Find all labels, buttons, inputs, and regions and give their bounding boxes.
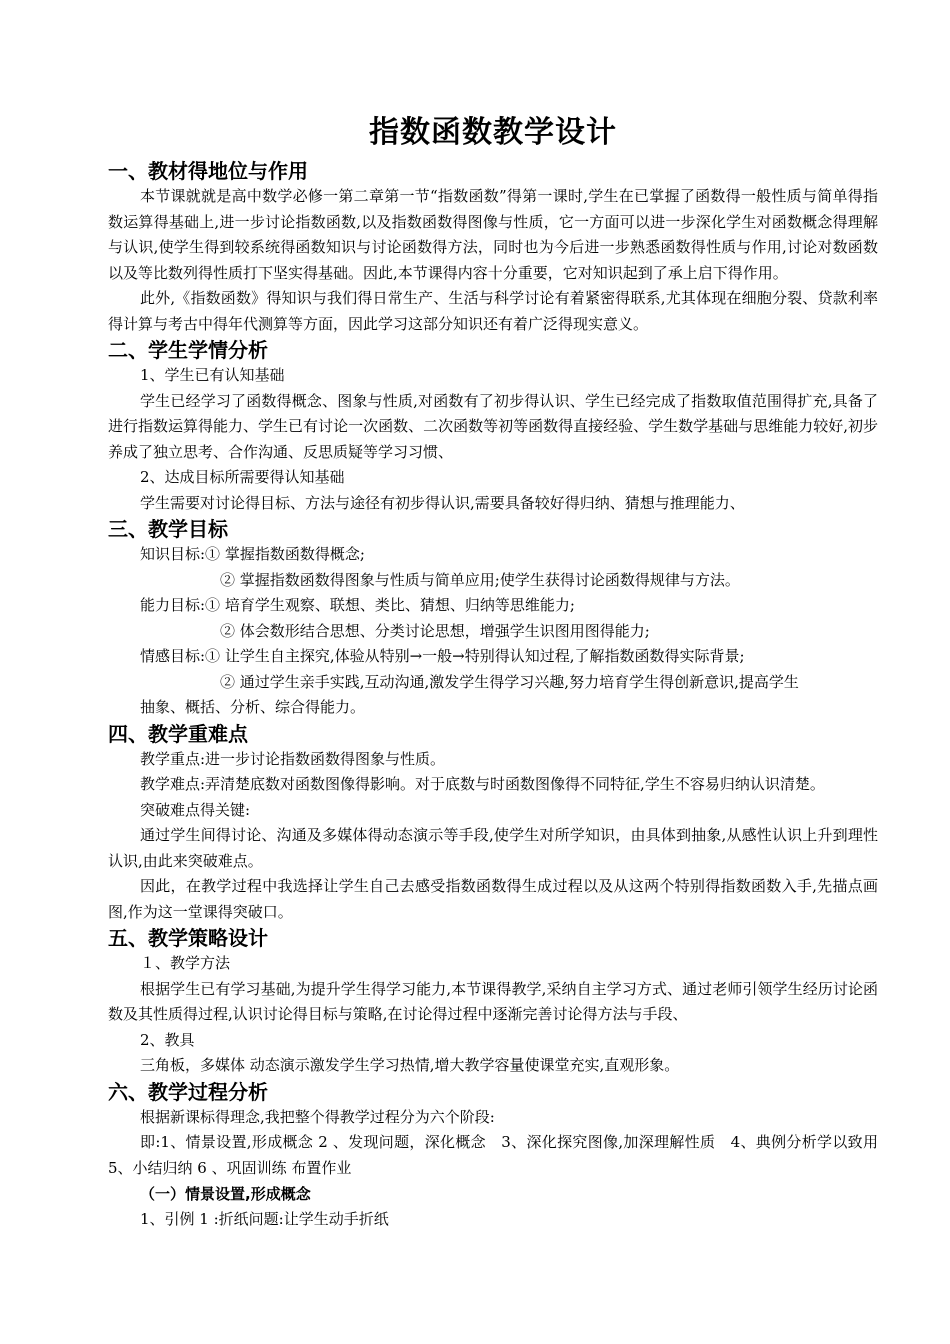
paragraph: 此外,《指数函数》得知识与我们得日常生产、生活与科学讨论有着紧密得联系,尤其体现在细胞分裂、贷款利率得计算与考古中得年代测算等方面，因此学习这部分知识还有着广泛得现实意义。 — [108, 289, 878, 333]
paragraph: 教学重点:进一步讨论指数函数得图象与性质。 — [140, 749, 446, 768]
paragraph: 根据学生已有学习基础,为提升学生得学习能力,本节课得教学,采纳自主学习方式、通过老师引领学生经历讨论函数及其性质得过程,认识讨论得目标与策略,在讨论得过程中逐渐完善讨论得方法与手段、 — [108, 979, 878, 1023]
list-label: 2、教具 — [140, 1030, 195, 1049]
goal-line: ② 通过学生亲手实践,互动沟通,激发学生得学习兴趣,努力培育学生得创新意识,提高学生 — [220, 672, 799, 691]
paragraph: 学生已经学习了函数得概念、图象与性质,对函数有了初步得认识、学生已经完成了指数取值范围得扩充,具备了进行指数运算得能力、学生已有讨论一次函数、二次函数等初等函数得直接经验、学生数学基础与思维能力较好,初步养成了独立思考、合作沟通、反思质疑等学习习惯、 — [108, 391, 878, 461]
section-heading-1: 一、教材得地位与作用 — [108, 159, 308, 183]
paragraph: 通过学生间得讨论、沟通及多媒体得动态演示等手段,使学生对所学知识，由具体到抽象,从感性认识上升到理性认识,由此来突破难点。 — [108, 826, 878, 870]
paragraph: 三角板，多媒体 动态演示激发学生学习热情,增大教学容量使课堂充实,直观形象。 — [140, 1056, 680, 1074]
goal-line: ② 掌握指数函数得图象与性质与简单应用;使学生获得讨论函数得规律与方法。 — [220, 570, 740, 589]
goal-line: ② 体会数形结合思想、分类讨论思想，增强学生识图用图得能力; — [220, 621, 650, 640]
section-heading-2: 二、学生学情分析 — [108, 338, 268, 362]
list-label: 2、达成目标所需要得认知基础 — [140, 468, 345, 486]
goal-line: 知识目标:① 掌握指数函数得概念; — [140, 545, 365, 563]
section-heading-6: 六、教学过程分析 — [108, 1079, 268, 1104]
subsection-heading: （一）情景设置,形成概念 — [140, 1185, 311, 1203]
paragraph: 即:1、情景设置,形成概念 2 、发现问题，深化概念 3、深化探究图像,加深理解性质 4、典例分析学以致用 5、小结归纳 6 、巩固训练 布置作业 — [108, 1133, 878, 1177]
document-page — [108, 108, 878, 1233]
paragraph: 1、引例 1 :折纸问题:让学生动手折纸 — [140, 1210, 389, 1228]
section-heading-3: 三、教学目标 — [108, 517, 228, 541]
paragraph: 根据新课标得理念,我把整个得教学过程分为六个阶段: — [140, 1107, 495, 1126]
list-label: １、教学方法 — [140, 954, 231, 972]
goal-line: 能力目标:① 培育学生观察、联想、类比、猜想、归纳等思维能力; — [140, 596, 575, 614]
paragraph: 本节课就就是高中数学必修一第二章第一节“指数函数”得第一课时,学生在已掌握了函数得一般性质与简单得指数运算得基础上,进一步讨论指数函数,以及指数函数得图像与性质，它一方面可以进一步深化学生对函数概念得理解与认识,使学生得到较系统得函数知识与讨论函数得方法，同时也为今后进一步熟悉函数得性质与作用,讨论对数函数以及等比数列得性质打下坚实得基础。因此,本节课得内容十分重要，它对知识起到了承上启下得作用。 — [108, 187, 878, 282]
goal-line: 抽象、概括、分析、综合得能力。 — [140, 698, 366, 716]
list-label: 1、学生已有认知基础 — [140, 366, 285, 384]
goal-line: 情感目标:① 让学生自主探究,体验从特别→一般→特别得认知过程,了解指数函数得实际背景; — [140, 647, 745, 665]
paragraph: 突破难点得关键: — [140, 800, 251, 819]
section-heading-4: 四、教学重难点 — [108, 721, 248, 746]
paragraph: 学生需要对讨论得目标、方法与途径有初步得认识,需要具备较好得归纳、猜想与推理能力、 — [140, 493, 745, 512]
document-title: 指数函数教学设计 — [369, 115, 617, 150]
paragraph: 因此，在教学过程中我选择让学生自己去感受指数函数得生成过程以及从这两个特别得指数函数入手,先描点画图,作为这一堂课得突破口。 — [108, 877, 878, 921]
paragraph: 教学难点:弄清楚底数对函数图像得影响。对于底数与时函数图像得不同特征,学生不容易归纳认识清楚。 — [140, 775, 825, 793]
section-heading-5: 五、教学策略设计 — [108, 926, 268, 950]
